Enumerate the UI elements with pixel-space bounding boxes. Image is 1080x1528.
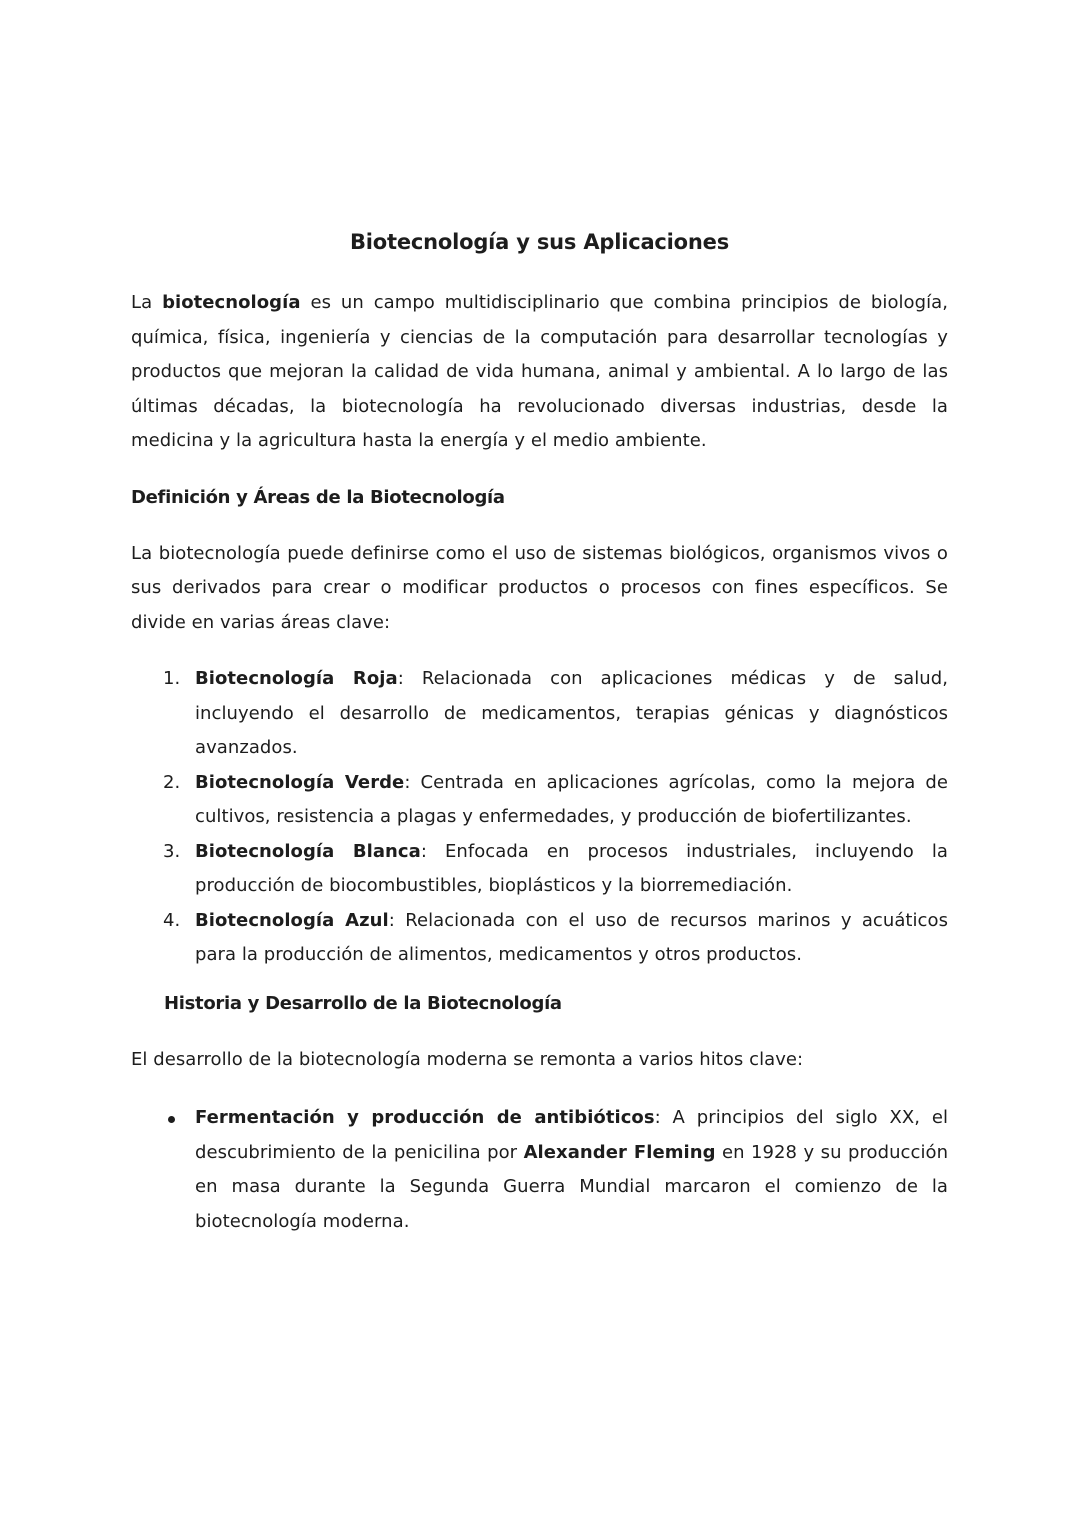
list-item bbox=[131, 904, 948, 973]
list-item-text: : Relacionada con el uso de recursos marinos y acuáticos para la producción de alimentos, medicamentos y otros productos. bbox=[195, 909, 948, 965]
bullet-icon bbox=[168, 1116, 175, 1123]
intro-bold-term: biotecnología bbox=[162, 292, 301, 313]
hitos-list bbox=[131, 1101, 948, 1239]
list-item-term: Fermentación y producción de antibióticos bbox=[195, 1107, 655, 1128]
document-page bbox=[131, 226, 948, 1239]
areas-list bbox=[131, 662, 948, 973]
document-title: Biotecnología y sus Aplicaciones bbox=[349, 230, 729, 254]
list-item bbox=[131, 835, 948, 904]
list-item-text: : Centrada en aplicaciones agrícolas, como la mejora de cultivos, resistencia a plagas y enfermedades, y producción de biofertilizantes. bbox=[195, 771, 948, 827]
list-item-text: : Relacionada con aplicaciones médicas y de salud, incluyendo el desarrollo de medicamentos, terapias génicas y diagnósticos avanzados. bbox=[195, 668, 949, 758]
intro-paragraph bbox=[131, 286, 948, 459]
list-number: 4. bbox=[163, 909, 181, 931]
list-item-term: Biotecnología Verde bbox=[195, 771, 405, 793]
intro-text: es un campo multidisciplinario que combina principios de biología, química, física, ingeniería y ciencias de la computación para desarrollar tecnologías y productos que mejoran la calidad de vida humana, animal y ambiental. A lo largo de las últimas décadas, la biotecnología ha revolucionado diversas industrias, desde la medicina y la agricultura hasta la energía y el medio ambiente. bbox=[131, 292, 948, 451]
section-paragraph-historia: El desarrollo de la biotecnología moderna se remonta a varios hitos clave: bbox=[131, 1048, 804, 1070]
list-number: 2. bbox=[163, 771, 181, 793]
list-number: 3. bbox=[163, 840, 181, 862]
section-heading-definicion: Definición y Áreas de la Biotecnología bbox=[131, 486, 505, 508]
list-item bbox=[131, 766, 948, 835]
list-item-term: Biotecnología Azul bbox=[195, 909, 389, 931]
section-paragraph-definicion: La biotecnología puede definirse como el uso de sistemas biológicos, organismos vivos o sus derivados para crear o modificar productos o procesos con fines específicos. Se divide en varias áreas clave: bbox=[131, 542, 948, 633]
list-item bbox=[131, 1101, 948, 1239]
list-item-term: Biotecnología Roja bbox=[195, 668, 398, 689]
list-item bbox=[131, 662, 948, 766]
section-heading-historia: Historia y Desarrollo de la Biotecnología bbox=[164, 992, 562, 1014]
list-item-text: : Enfocada en procesos industriales, incluyendo la producción de biocombustibles, bioplásticos y la biorremediación. bbox=[195, 840, 948, 896]
list-item-term: Biotecnología Blanca bbox=[195, 840, 421, 862]
intro-prefix: La bbox=[131, 292, 163, 313]
list-item-text: : A principios del siglo XX, el descubrimiento de la penicilina por bbox=[195, 1107, 948, 1163]
list-number: 1. bbox=[163, 668, 181, 689]
list-item-text: en 1928 y su producción en masa durante la Segunda Guerra Mundial marcaron el comienzo de la biotecnología moderna. bbox=[195, 1141, 949, 1232]
list-item-name: Alexander Fleming bbox=[523, 1141, 716, 1163]
